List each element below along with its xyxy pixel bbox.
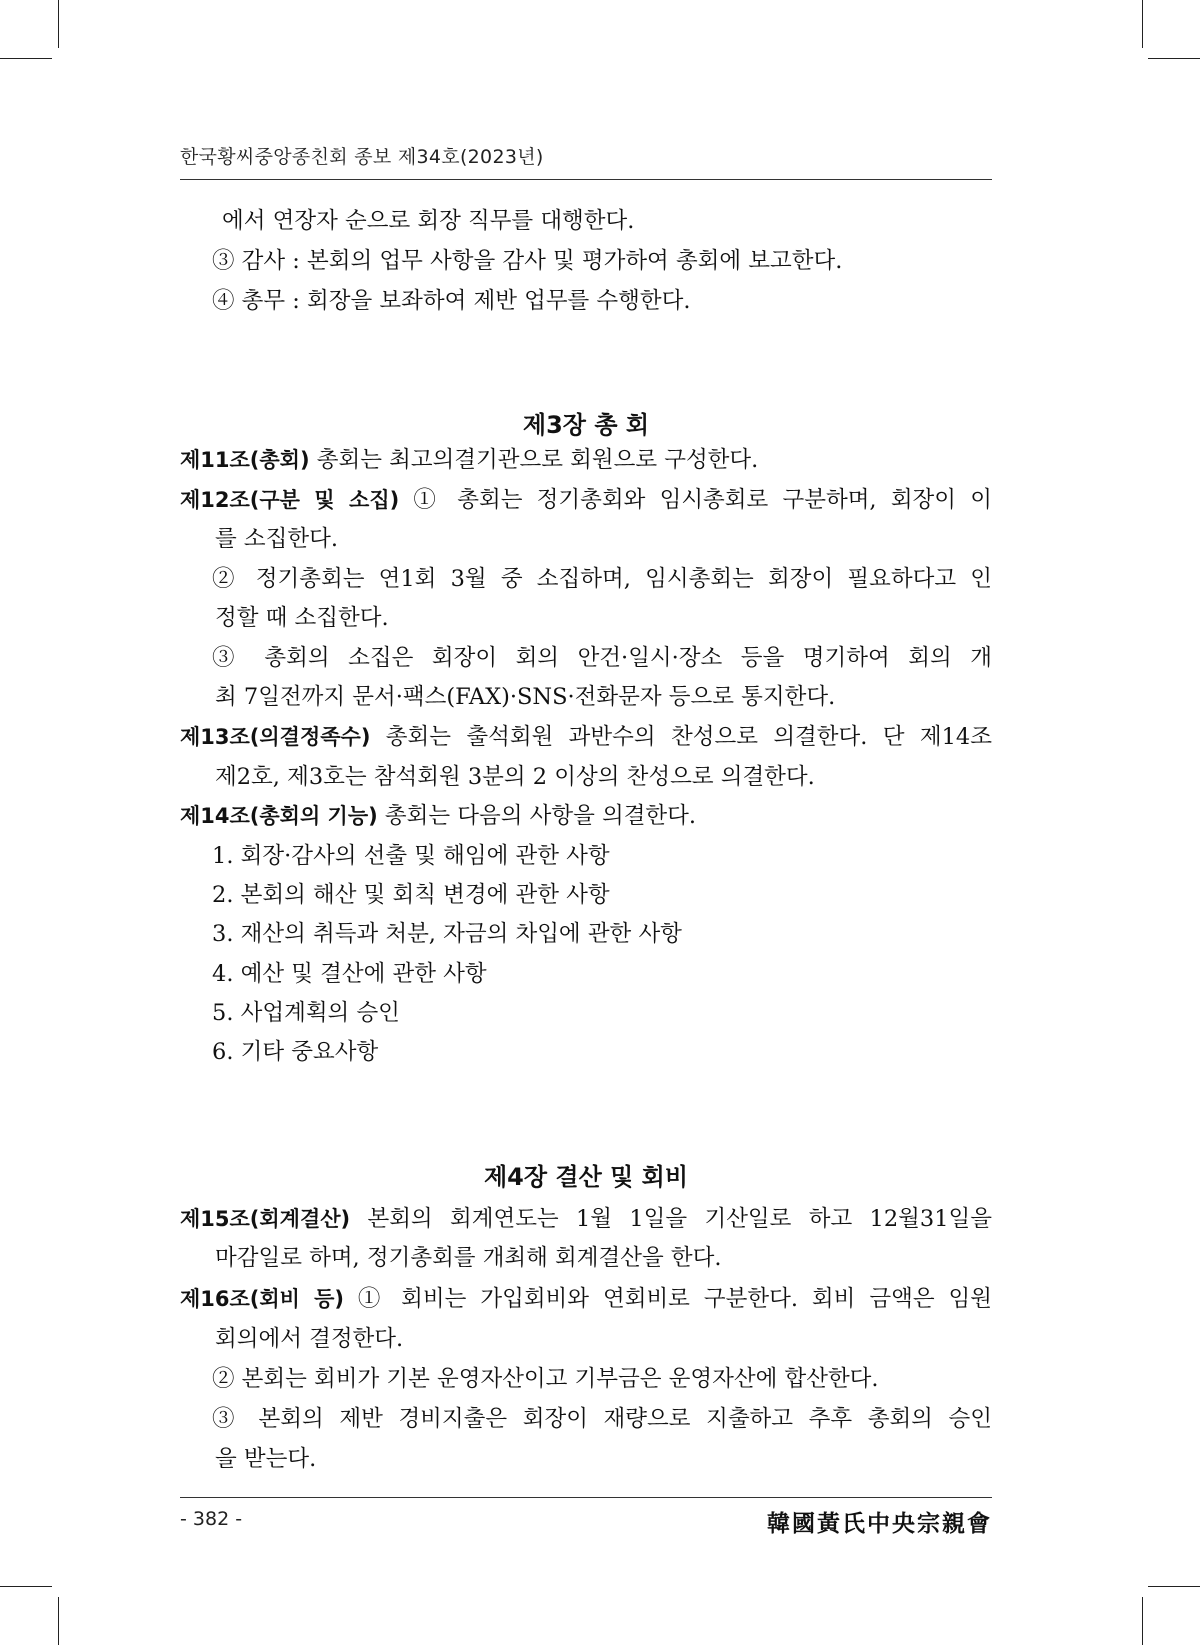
text-line: ④ 총무 : 회장을 보좌하여 제반 업무를 수행한다. (212, 288, 691, 314)
chapter-heading: 제4장 결산 및 회비 (483, 1163, 689, 1191)
article-text: 총회는 최고의결기관으로 회원으로 구성한다. (309, 447, 759, 473)
list-item: 3. 재산의 취득과 처분, 자금의 차입에 관한 사항 (212, 921, 682, 947)
article-title: 제16조(회비 등) (180, 1287, 344, 1311)
list-item: 1. 회장·감사의 선출 및 해임에 관한 사항 (212, 843, 610, 869)
text-line: ③ 감사 : 본회의 업무 사항을 감사 및 평가하여 총회에 보고한다. (212, 248, 843, 274)
crop-mark (1148, 1586, 1200, 1587)
crop-mark (0, 1586, 52, 1587)
text-line: ③ 총회의 소집은 회장이 회의 안건·일시·장소 등을 명기하여 회의 개 (212, 645, 992, 671)
page-number: - 382 - (180, 1508, 243, 1530)
crop-mark (58, 1597, 59, 1645)
text-line: ② 정기총회는 연1회 3월 중 소집하며, 임시총회는 회장이 필요하다고 인 (212, 566, 992, 592)
crop-mark (1142, 0, 1143, 48)
text-line: 에서 연장자 순으로 회장 직무를 대행한다. (222, 208, 635, 234)
article-title: 제11조(총회) (180, 448, 310, 472)
list-item: 4. 예산 및 결산에 관한 사항 (212, 961, 487, 987)
crop-mark (1148, 58, 1200, 59)
article-text: 본회의 회계연도는 1월 1일을 기산일로 하고 12월31일을 (350, 1206, 992, 1232)
footer-rule (180, 1497, 992, 1498)
article-text: ① 회비는 가입회비와 연회비로 구분한다. 회비 금액은 임원 (343, 1286, 992, 1312)
article-text: ① 총회는 정기총회와 임시총회로 구분하며, 회장이 이 (399, 487, 992, 513)
article-title: 제14조(총회의 기능) (180, 804, 378, 828)
organization-seal-text: 韓國黃氏中央宗親會 (767, 1510, 992, 1537)
article-12 (180, 485, 992, 515)
text-line: 회의에서 결정한다. (215, 1326, 404, 1352)
text-line: 마감일로 하며, 정기총회를 개최해 회계결산을 한다. (215, 1245, 722, 1271)
list-item: 5. 사업계획의 승인 (212, 1000, 400, 1026)
text-line: 를 소집한다. (215, 526, 338, 552)
text-line: ③ 본회의 제반 경비지출은 회장이 재량으로 지출하고 추후 총회의 승인 (212, 1406, 992, 1432)
list-item: 2. 본회의 해산 및 회칙 변경에 관한 사항 (212, 882, 610, 908)
crop-mark (1142, 1597, 1143, 1645)
article-11 (180, 445, 758, 475)
text-line: 최 7일전까지 문서·팩스(FAX)·SNS·전화문자 등으로 통지한다. (215, 684, 836, 710)
article-13 (180, 722, 992, 752)
header-rule (180, 179, 992, 180)
article-title: 제12조(구분 및 소집) (180, 488, 400, 512)
running-header: 한국황씨중앙종친회 종보 제34호(2023년) (180, 146, 544, 168)
text-line: 을 받는다. (215, 1446, 317, 1472)
article-14 (180, 801, 696, 831)
article-text: 총회는 다음의 사항을 의결한다. (377, 803, 697, 829)
chapter-heading: 제3장 총 회 (522, 411, 650, 439)
crop-mark (58, 0, 59, 48)
crop-mark (0, 58, 52, 59)
text-line: 제2호, 제3호는 참석회원 3분의 2 이상의 찬성으로 의결한다. (215, 764, 815, 790)
article-15 (180, 1204, 992, 1234)
text-line: 정할 때 소집한다. (215, 605, 389, 631)
article-16 (180, 1284, 992, 1314)
article-text: 총회는 출석회원 과반수의 찬성으로 의결한다. 단 제14조 (370, 724, 992, 750)
article-title: 제15조(회계결산) (180, 1207, 351, 1231)
text-line: ② 본회는 회비가 기본 운영자산이고 기부금은 운영자산에 합산한다. (212, 1366, 879, 1392)
article-title: 제13조(의결정족수) (180, 725, 371, 749)
list-item: 6. 기타 중요사항 (212, 1039, 379, 1065)
